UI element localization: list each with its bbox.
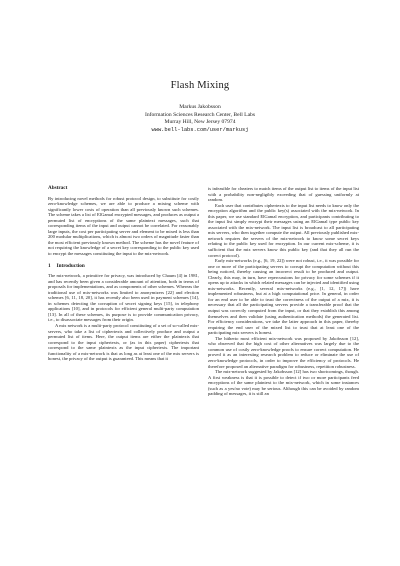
paper-title: Flash Mixing: [170, 80, 230, 91]
body-paragraph: Each user that contributes ciphertexts to the input list needs to know only the encryption algorithm and the public key(s) associated with the mix-network. In this paper, we use standard ElGamal encryption, and participants contributing to the input list simply encrypt their messages using an ElGamal type public key associated with the mix-network. The input list is broadcast to all participating mix servers, who then together compute the output. All previously published mix-network requires the servers of the mix-network to know some secret keys relating to the public key used for encryption. In our current mix-scheme, it is sufficient that the mix servers know this public key (and that they all run the correct protocol).: [208, 202, 359, 258]
intro-section-number: 1: [48, 262, 51, 269]
body-paragraph: The hitherto most efficient mix-network was proposed by Jakobsson [12], who observed that the high cost of other alternatives was largely due to the common use of costly zero-knowledge proofs to ensure correct computation. He proved it as an interesting research problem to reduce or eliminate the use of zero-knowledge protocols, in order to improve the efficiency of protocols. He therefore proposed an alternative paradigm for robustness, repetition robustness.: [208, 335, 359, 369]
abstract-heading: Abstract: [48, 185, 68, 191]
body-paragraph: is infeasible for cheaters to match items of the output list to items of the input list with a probability non-negligibly exceeding that of guessing uniformly at random.: [208, 186, 359, 203]
author-name: Markus Jakobsson: [179, 104, 221, 110]
author-block: [0, 104, 400, 134]
author-affiliation: Information Sciences Research Center, Bell Labs: [144, 111, 256, 118]
author-address: Murray Hill, New Jersey 07974: [164, 119, 236, 126]
intro-paragraph: A mix network is a multi-party protocol constituting of a set of so-called mix-servers, who take a list of ciphertexts and collectively produce and output a permuted list of items. Here, the output items are either the plaintexts that correspond to the input ciphertexts, or (as in this paper) ciphertexts that correspond to the same plaintexts as the input ciphertexts. The important functionality of a mix-network is that as long as at least one of the mix servers is honest, the privacy of the output is guaranteed. This means that it: [48, 323, 199, 362]
right-column: [208, 186, 359, 397]
abstract-text: By introducing novel methods for robust protocol design, to substitute for costly zero-knowledge schemes, we are able to produce a mixing scheme with significantly lower costs of operation than all previously known such schemes. The scheme takes a list of ElGamal encrypted messages, and produces as output a permuted list of encryptions of the same plaintext messages, such that corresponding items of the input and output cannot be correlated. For reasonably large inputs, the cost per participating server and element to be mixed is less than 200 modular multiplications, which is almost two orders of magnitude faster than the most efficient previously known method. The scheme has the novel feature of not requiring the knowledge of a secret key corresponding to the public key used to encrypt the messages constituting the input to the mix-network.: [48, 195, 199, 257]
body-paragraph: The mix-network suggested by Jakobsson [12] has two shortcomings, though. A first weakness is that it is possible to detect if two or more participants feed encryptions of the same plaintext to the mix-network, which in some instances (such as a yes/no vote) may be serious. Although this can be avoided by random padding of messages, it is still an: [208, 369, 359, 397]
intro-section-title: Introduction: [56, 262, 85, 269]
left-column: [48, 186, 199, 362]
intro-paragraph: The mix-network, a primitive for privacy, was introduced by Chaum [4] in 1981, and has recently been given a considerable amount of attention, both in terms of proposals for implementations, and as components of other schemes. Whereas the traditional use of mix-networks was limited to anonymizers [22] and election schemes [6, 11, 18, 20], it has recently also been used in payment schemes [14], in schemes detecting the corruption of secret signing keys [15], in telephony applications [10], and in protocols for efficient general multi-party computation [13]. In all of these schemes, its purpose is to provide communication privacy, i.e., to disassociate messages from their origin.: [48, 273, 199, 323]
author-url[interactable]: www.bell-labs.com/user/markusj: [151, 126, 249, 133]
body-paragraph: Early mix-networks (e.g., [6, 19, 22]) were not robust, i.e., it was possible for one or more of the participating servers to corrupt the computation without this being noticed, thereby causing an incorrect result to be produced and output. Clearly, this may, in turn, have repercussions for privacy for some schemes if it opens up to attacks in which related messages can be injected and identified using mix-networks. Recently, several mix-networks (e.g., [1, 12, 17]) have implemented robustness, but at a high computational price. In general, in order for an end user to be able to trust the correctness of the output of a mix, it is necessary that all the participating servers provide a transferable proof that the output was correctly computed from the input, or that they establish this among themselves and then validate (using authentication methods) the generated list. For efficiency considerations, we take the latter approach in this paper, thereby requiring the end user of the mixed list to trust that at least one of the participating mix servers is honest.: [208, 258, 359, 336]
intro-heading: [48, 264, 199, 270]
